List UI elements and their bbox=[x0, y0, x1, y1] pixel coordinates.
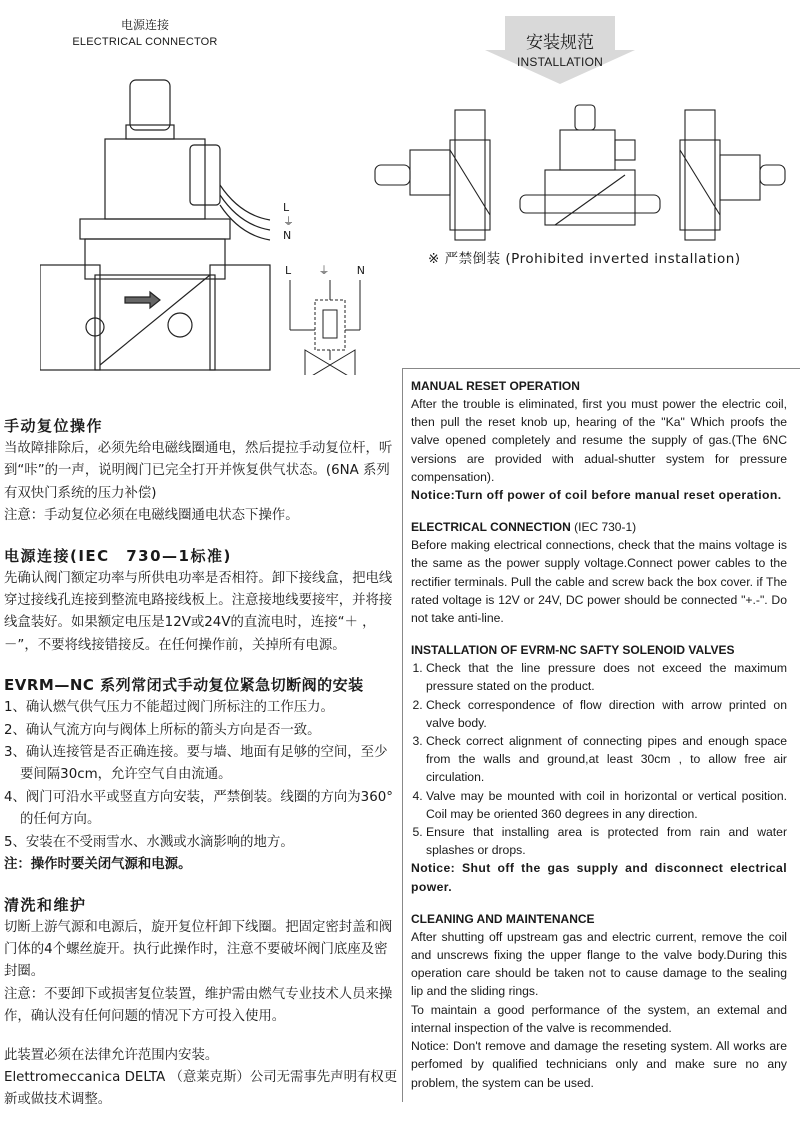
section-body: 先确认阀门额定功率与所供电功率是否相符。卸下接线盒，把电线穿过接线孔连接到整流电路接线板上。注意接地线要接牢，并将接线盒装好。如果额定电压是12V或24V的直流电时，连接“＋ ，－”，不要将线接错接反。在任何操作前，关掉所有电源。 bbox=[4, 570, 393, 653]
section-notice: Notice: Don't remove and damage the reseting system. All works are perfomed by qualified technicians only and make sure no any problem, the system can be used. bbox=[411, 1039, 787, 1090]
flange bbox=[80, 219, 230, 239]
caption-en: ELECTRICAL CONNECTOR bbox=[72, 36, 218, 48]
list-item: 5、安装在不受雨雪水、水溅或水滴影响的地方。 bbox=[4, 834, 294, 850]
section-title: 清洗和维护 bbox=[4, 895, 87, 914]
terminal-n: N bbox=[356, 264, 365, 277]
list-item: 1、确认燃气供气压力不能超过阀门所标注的工作压力。 bbox=[4, 700, 334, 716]
installation-banner bbox=[480, 28, 640, 69]
vertical-right-mounting bbox=[680, 110, 785, 240]
banner-zh: 安装规范 bbox=[526, 33, 594, 53]
en-column bbox=[411, 377, 787, 1106]
list-item: 1. Check that the line pressure does not exceed the maximum pressure stated on the product. bbox=[426, 659, 787, 695]
section-title: 电源连接(IEC 730—1标准) bbox=[4, 546, 232, 565]
section-title: INSTALLATION OF EVRM-NC SAFTY SOLENOID VALVES bbox=[411, 643, 735, 658]
list-item: 3、确认连接管是否正确连接。要与墙、地面有足够的空间，至少要间隔30cm，允许空气自由流通。 bbox=[4, 745, 388, 783]
en-electrical-section bbox=[411, 518, 787, 627]
list-item: 5. Ensure that installing area is protected from rain and water splashes or drops. bbox=[426, 823, 787, 859]
section-body: After shutting off upstream gas and electric current, remove the coil and unscrews fixing the upper flange to the valve body.During this operation care should be taken not to cause damage to the sealing lip and the sliding rings. bbox=[411, 929, 787, 999]
section-divider-horizontal bbox=[402, 368, 800, 369]
reset-knob bbox=[130, 80, 170, 130]
section-body: After the trouble is eliminated, first you must power the electric coil, then pull the reset knob up, hearing of the "Ka" Which proofs the valve opened completely and resume the supply of gas.(The 6NC versions are provided with adual-shutter system for pressure compensation). bbox=[411, 397, 787, 484]
list-item: 3. Check correct alignment of connecting pipes and enough space from the walls and ground,at least 30cm , to allow free air circulation. bbox=[426, 732, 787, 787]
label-n: N bbox=[283, 229, 292, 242]
zh-column bbox=[4, 414, 399, 1128]
en-manual-reset-section bbox=[411, 377, 787, 504]
prohibited-inverted-caption: ※ 严禁倒装 (Prohibited inverted installation) bbox=[428, 251, 741, 267]
electrical-connector-caption bbox=[60, 16, 230, 48]
section-notice: Notice:Turn off power of coil before manual reset operation. bbox=[411, 488, 782, 503]
section-title: MANUAL RESET OPERATION bbox=[411, 379, 580, 393]
en-installation-section bbox=[411, 641, 787, 896]
footer-legal: 此装置必须在法律允许范围内安装。 bbox=[4, 1047, 219, 1063]
section-note: 注：操作时要关闭气源和电源。 bbox=[4, 857, 192, 873]
list-item: 4. Valve may be mounted with coil in horizontal or vertical position. Coil may be oriented 360 degrees in any direction. bbox=[426, 787, 787, 823]
caption-zh: 电源连接 bbox=[120, 18, 169, 32]
outlet-port bbox=[210, 265, 270, 370]
footer-rights: Elettromeccanica DELTA （意莱克斯）公司无需事先声明有权更新或做技术调整。 bbox=[4, 1069, 398, 1108]
section-title: 手动复位操作 bbox=[4, 417, 104, 435]
section-body: Before making electrical connections, check that the mains voltage is the same as the power supply voltage.Connect power cables to the rectifier terminals. Pull the cable and screw back the box cover. if The rated voltage is 12V or 24V, DC power should be connected "+.-". Do not take anti-line. bbox=[411, 538, 787, 626]
section-title: CLEANING AND MAINTENANCE bbox=[411, 911, 595, 926]
list-item: 2、确认气流方向与阀体上所标的箭头方向是否一致。 bbox=[4, 722, 321, 738]
section-title bbox=[411, 518, 787, 536]
section-notice: Notice: Shut off the gas supply and disconnect electrical power. bbox=[411, 861, 787, 894]
valve-wiring-diagram bbox=[40, 75, 370, 375]
terminal-ground: ⏚ bbox=[318, 264, 330, 277]
installation-steps bbox=[411, 659, 787, 859]
list-item: 2. Check correspondence of flow direction with arrow printed on valve body. bbox=[426, 696, 787, 732]
section-body: 当故障排除后，必须先给电磁线圈通电，然后提拉手动复位杆，听到“咔”的一声，说明阀门已完全打开并恢复供气状态。(6NA 系列有双快门系统的压力补偿) bbox=[4, 441, 393, 501]
installation-orientations bbox=[370, 100, 790, 245]
column-divider bbox=[402, 368, 403, 1102]
title-main: ELECTRICAL CONNECTION bbox=[411, 520, 571, 535]
wire-labels bbox=[283, 201, 294, 243]
en-cleaning-section bbox=[411, 910, 787, 1092]
zh-installation-section bbox=[4, 673, 399, 876]
zh-cleaning-section bbox=[4, 893, 399, 1029]
horizontal-upright-mounting bbox=[520, 105, 660, 225]
label-l: L bbox=[283, 201, 290, 214]
zh-manual-reset-section bbox=[4, 414, 399, 528]
terminal-l: L bbox=[285, 264, 292, 277]
section-body: 切断上游气源和电源后，旋开复位杆卸下线圈。把固定密封盖和阀门体的4个螺丝旋开。执行此操作时，注意不要破坏阀门底座及密封圈。 bbox=[4, 919, 393, 980]
section-body: To maintain a good performance of the system, an extemal and internal inspection of the valve is recommended. bbox=[411, 1002, 787, 1035]
label-ground: ⏚ bbox=[283, 215, 294, 228]
vertical-left-mounting bbox=[375, 110, 490, 240]
list-item: 4、阀门可沿水平或竖直方向安装，严禁倒装。线圈的方向为360° 的任何方向。 bbox=[4, 789, 393, 828]
terminal-labels bbox=[285, 264, 365, 277]
inlet-port bbox=[40, 265, 100, 370]
section-note: 注意：手动复位必须在电磁线圈通电状态下操作。 bbox=[4, 508, 299, 524]
section-title: EVRM—NC 系列常闭式手动复位紧急切断阀的安装 bbox=[4, 676, 364, 695]
banner-en: INSTALLATION bbox=[517, 55, 603, 69]
zh-electrical-section bbox=[4, 544, 399, 658]
title-suffix: (IEC 730-1) bbox=[574, 520, 637, 535]
section-note: 注意：不要卸下或损害复位装置，维护需由燃气专业技术人员来操作，确认没有任何问题的情况下方可投入使用。 bbox=[4, 986, 393, 1025]
